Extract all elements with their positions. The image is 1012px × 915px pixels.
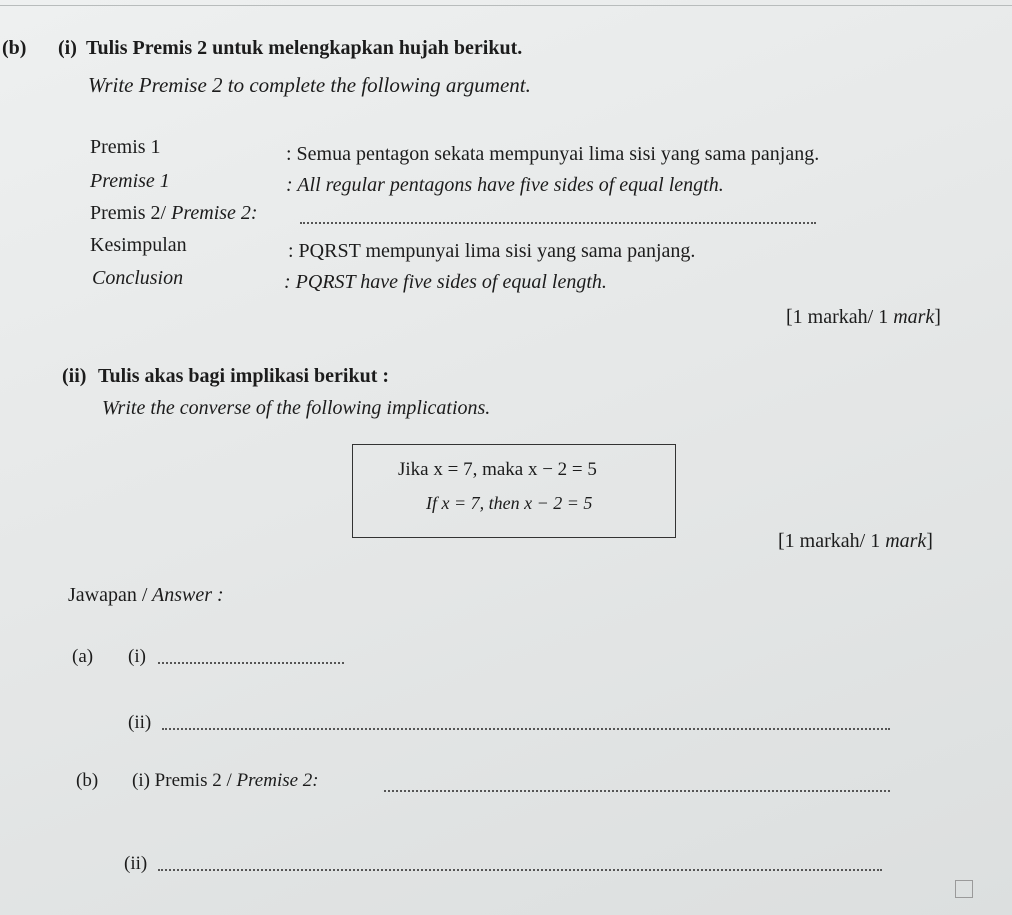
q2-title-ms: Tulis akas bagi implikasi berikut : xyxy=(98,365,390,387)
answer-b-i xyxy=(132,770,319,792)
answer-b-ii-line[interactable] xyxy=(158,869,882,871)
conclusion-text-ms: : PQRST mempunyai lima sisi yang sama panjang. xyxy=(288,240,696,262)
q1-marks-ms: [1 markah/ 1 xyxy=(786,306,894,328)
q1-marks xyxy=(786,306,941,329)
answer-a-ii: (ii) xyxy=(128,712,152,733)
premise1-label-ms: Premis 1 xyxy=(90,136,161,158)
answer-heading xyxy=(68,584,224,607)
conclusion-text-en: : PQRST have five sides of equal length. xyxy=(284,271,607,293)
q1-title-ms: Tulis Premis 2 untuk melengkapkan hujah berikut. xyxy=(86,37,523,59)
conclusion-label-ms: Kesimpulan xyxy=(90,234,187,256)
answer-a-i-line[interactable] xyxy=(158,662,344,664)
answer-b-i-line[interactable] xyxy=(384,790,890,792)
implication-en: If x = 7, then x − 2 = 5 xyxy=(426,493,593,513)
q2-marks-ms: [1 markah/ 1 xyxy=(778,530,886,552)
conclusion-label-en: Conclusion xyxy=(92,267,184,289)
premise1-text-ms: : Semua pentagon sekata mempunyai lima sisi yang sama panjang. xyxy=(286,143,820,165)
q2-title-en: Write the converse of the following implications. xyxy=(102,397,491,419)
premise2-label-ms: Premis 2/ xyxy=(90,202,167,224)
q2-number: (ii) xyxy=(62,365,87,387)
q2-marks-close: ] xyxy=(926,530,933,552)
premise1-text-en: : All regular pentagons have five sides of equal length. xyxy=(286,174,724,196)
answer-heading-en: Answer : xyxy=(147,584,224,606)
answer-b-label: (b) xyxy=(76,770,99,791)
q2-marks-en: mark xyxy=(885,530,927,552)
premise2-answer-line[interactable] xyxy=(300,222,816,224)
implication-ms: Jika x = 7, maka x − 2 = 5 xyxy=(398,459,597,480)
answer-b-i-en: Premise 2: xyxy=(231,770,319,791)
answer-a-ii-line[interactable] xyxy=(162,728,890,730)
premise1-label-en: Premise 1 xyxy=(90,170,170,192)
premise2-label xyxy=(90,202,258,225)
part-b-label: (b) xyxy=(2,37,27,59)
answer-b-i-ms: (i) Premis 2 / xyxy=(132,770,232,791)
answer-a-i: (i) xyxy=(128,646,146,667)
q1-number: (i) xyxy=(58,37,77,59)
answer-b-ii: (ii) xyxy=(124,853,148,874)
q1-marks-close: ] xyxy=(934,306,941,328)
q1-marks-en: mark xyxy=(893,306,935,328)
premise2-label-en: Premise 2: xyxy=(166,202,258,224)
q2-marks xyxy=(778,530,933,553)
answer-a-label: (a) xyxy=(72,646,94,667)
page-top-edge xyxy=(0,0,1012,6)
answer-heading-ms: Jawapan / xyxy=(68,584,148,606)
q1-title-en: Write Premise 2 to complete the following argument. xyxy=(88,73,531,97)
corner-checkbox xyxy=(955,880,973,898)
